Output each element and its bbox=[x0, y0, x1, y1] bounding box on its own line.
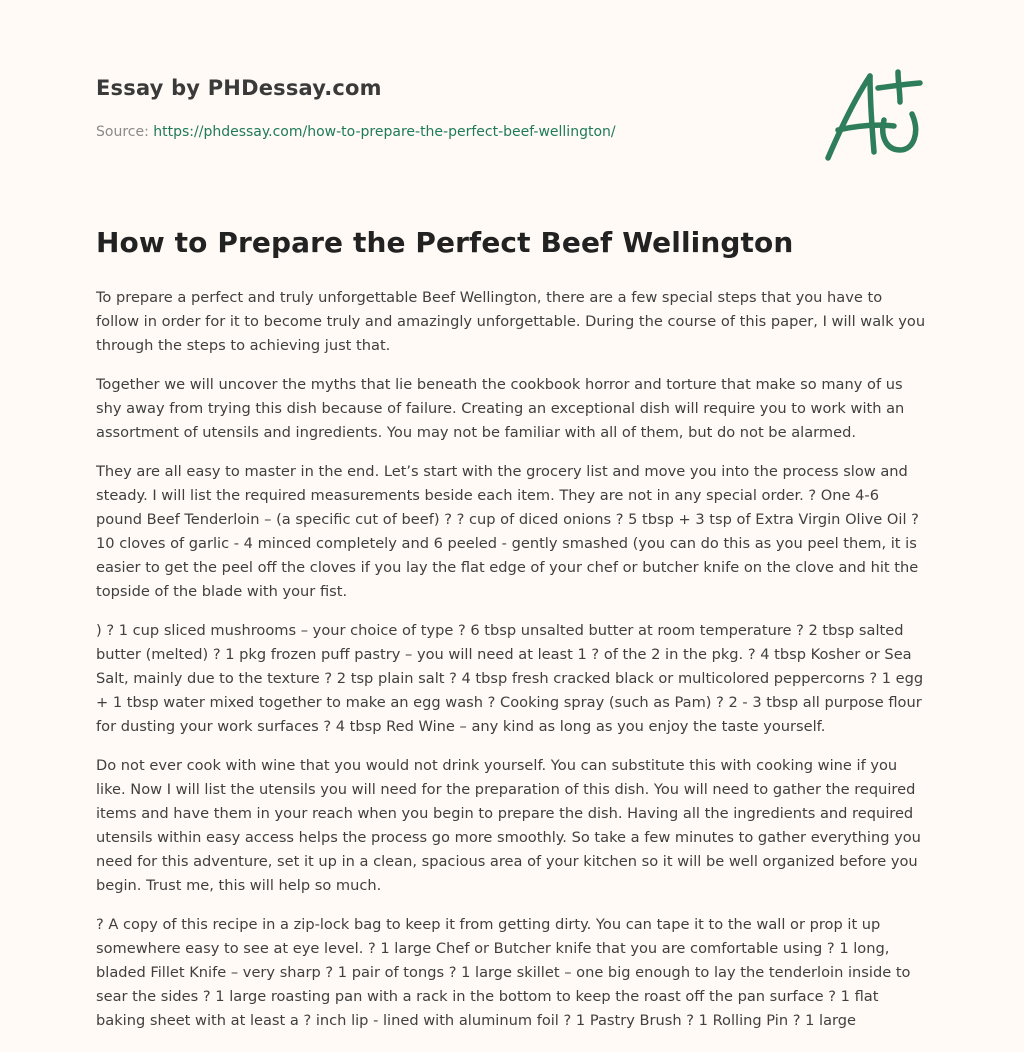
essay-paragraph: ) ? 1 cup sliced mushrooms – your choice of type ? 6 tbsp unsalted butter at room temperature ? 2 tbsp salted butter (melted) ? 1 pkg frozen puff pastry – you will need at least 1 ? of the 2 in the pkg. ? 4 tbsp Kosher or Sea Salt, mainly due to the texture ? 2 tsp plain salt ? 4 tbsp fresh cracked black or multicolored peppercorns ? 1 egg + 1 tbsp water mixed together to make an egg wash ? Cooking spray (such as Pam) ? 2 - 3 tbsp all purpose flour for dusting your work surfaces ? 4 tbsp Red Wine – any kind as long as you enjoy the taste yourself. bbox=[96, 622, 924, 735]
essay-paragraph: Do not ever cook with wine that you would not drink yourself. You can substitute this with cooking wine if you like. Now I will list the utensils you will need for the preparation of this dish. You will need to gather the required items and have them in your reach when you begin to prepare the dish. Having all the ingredients and required utensils within easy access helps the process go more smoothly. So take a few minutes to gather everything you need for this adventure, set it up in a clean, spacious area of your kitchen so it will be well organized before you begin. Trust me, this will help so much. bbox=[96, 757, 921, 894]
site-brand: Essay by PHDessay.com bbox=[96, 76, 382, 100]
source-label: Source: bbox=[96, 124, 154, 140]
source-link[interactable]: https://phdessay.com/how-to-prepare-the-perfect-beef-wellington/ bbox=[153, 124, 616, 140]
essay-paragraph: ? A copy of this recipe in a zip-lock bag to keep it from getting dirty. You can tape it to the wall or prop it up somewhere easy to see at eye level. ? 1 large Chef or Butcher knife that you are comfortable using ? 1 long, bladed Fillet Knife – very sharp ? 1 pair of tongs ? 1 large skillet – one big enough to lay the tenderloin inside to sear the sides ? 1 large roasting pan with a rack in the bottom to keep the roast off the pan surface ? 1 flat baking sheet with at least a ? inch lip - lined with aluminum foil ? 1 Pastry Brush ? 1 Rolling Pin ? 1 large bbox=[96, 916, 911, 1029]
essay-title: How to Prepare the Perfect Beef Wellington bbox=[96, 226, 794, 259]
document-page bbox=[96, 0, 928, 1052]
essay-paragraph: They are all easy to master in the end. Let’s start with the grocery list and move you into the process slow and steady. I will list the required measurements beside each item. They are not in any special order. ? One 4-6 pound Beef Tenderloin – (a specific cut of beef) ? ? cup of diced onions ? 5 tbsp + 3 tsp of Extra Virgin Olive Oil ? 10 cloves of garlic - 4 minced completely and 6 peeled - gently smashed (you can do this as you peel them, it is easier to get the peel off the cloves if you lay the flat edge of your chef or butcher knife on the clove and hit the topside of the blade with your fist. bbox=[96, 463, 919, 600]
essay-body bbox=[96, 286, 928, 1048]
source-line bbox=[96, 124, 616, 140]
a-plus-logo-icon bbox=[822, 66, 926, 166]
essay-paragraph: To prepare a perfect and truly unforgettable Beef Wellington, there are a few special steps that you have to follow in order for it to become truly and amazingly unforgettable. During the course of this paper, I will walk you through the steps to achieving just that. bbox=[96, 289, 926, 354]
essay-paragraph: Together we will uncover the myths that lie beneath the cookbook horror and torture that make so many of us shy away from trying this dish because of failure. Creating an exceptional dish will require you to work with an assortment of utensils and ingredients. You may not be familiar with all of them, but do not be alarmed. bbox=[96, 376, 905, 441]
